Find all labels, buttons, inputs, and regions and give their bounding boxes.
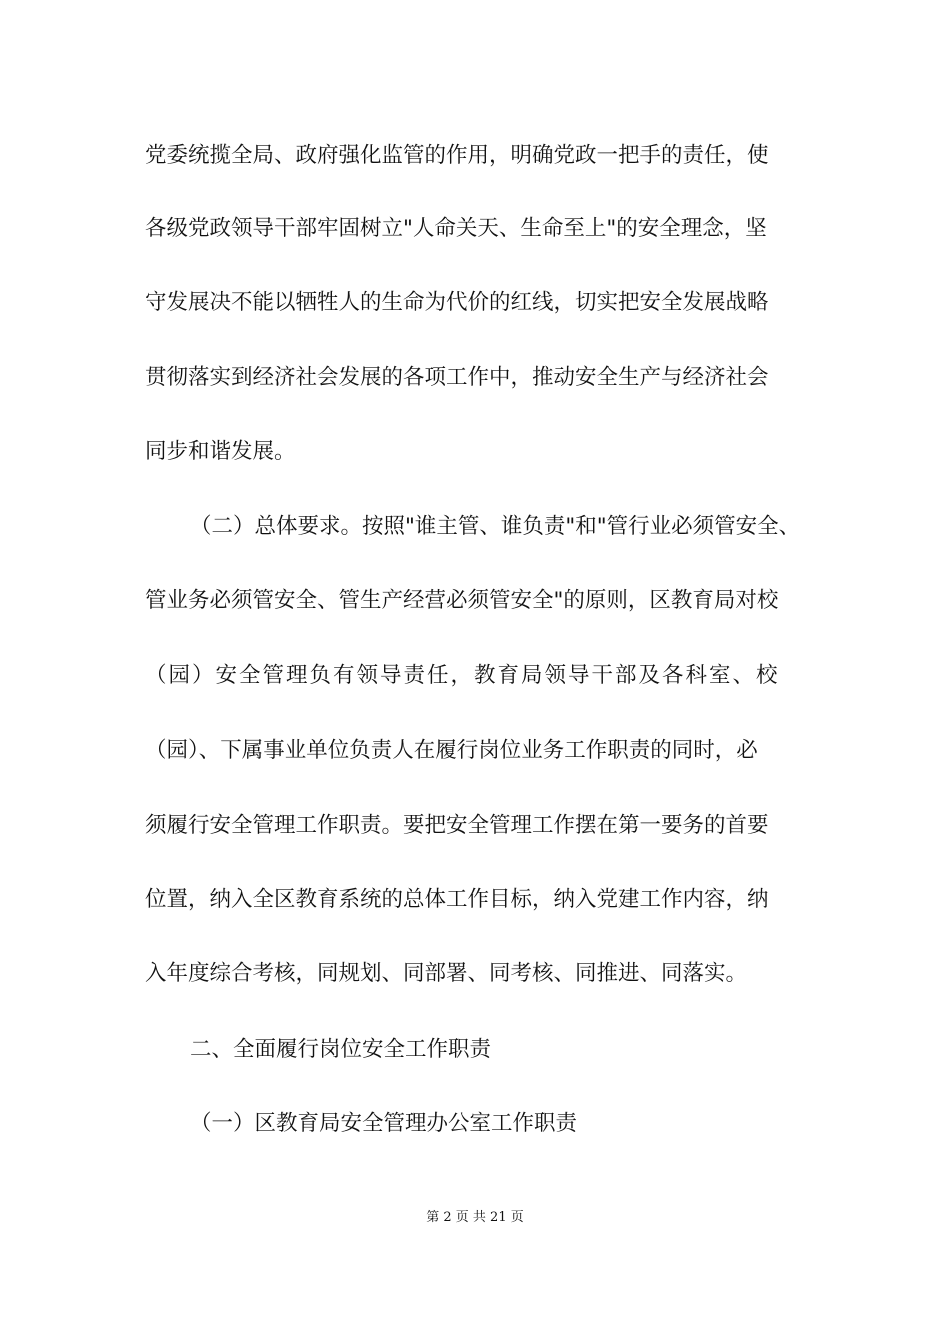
body-line-8: （园）安全管理负有领导责任，教育局领导干部及各科室、校	[145, 663, 780, 688]
body-line-3: 守发展决不能以牺牲人的生命为代价的红线，切实把安全发展战略	[145, 290, 769, 315]
section-heading: 二、全面履行岗位安全工作职责	[190, 1037, 492, 1062]
body-line-5: 同步和谐发展。	[145, 439, 296, 464]
body-line-4: 贯彻落实到经济社会发展的各项工作中，推动安全生产与经济社会	[145, 365, 769, 390]
subsection-heading: （一）区教育局安全管理办公室工作职责	[190, 1111, 578, 1136]
body-line-2: 各级党政领导干部牢固树立"人命关天、生命至上"的安全理念，坚	[145, 216, 767, 241]
body-line-9: （园）、下属事业单位负责人在履行岗位业务工作职责的同时，必	[145, 738, 758, 763]
body-line-1: 党委统揽全局、政府强化监管的作用，明确党政一把手的责任，使	[145, 143, 769, 168]
body-line-6: （二）总体要求。按照"谁主管、谁负责"和"管行业必须管安全、	[190, 514, 801, 539]
body-line-12: 入年度综合考核，同规划、同部署、同考核、同推进、同落实。	[145, 961, 748, 986]
body-line-10: 须履行安全管理工作职责。要把安全管理工作摆在第一要务的首要	[145, 813, 769, 838]
body-line-11: 位置，纳入全区教育系统的总体工作目标，纳入党建工作内容，纳	[145, 887, 769, 912]
body-line-7: 管业务必须管安全、管生产经营必须管安全"的原则，区教育局对校	[145, 588, 779, 613]
page-number-footer: 第 2 页 共 21 页	[426, 1210, 524, 1225]
